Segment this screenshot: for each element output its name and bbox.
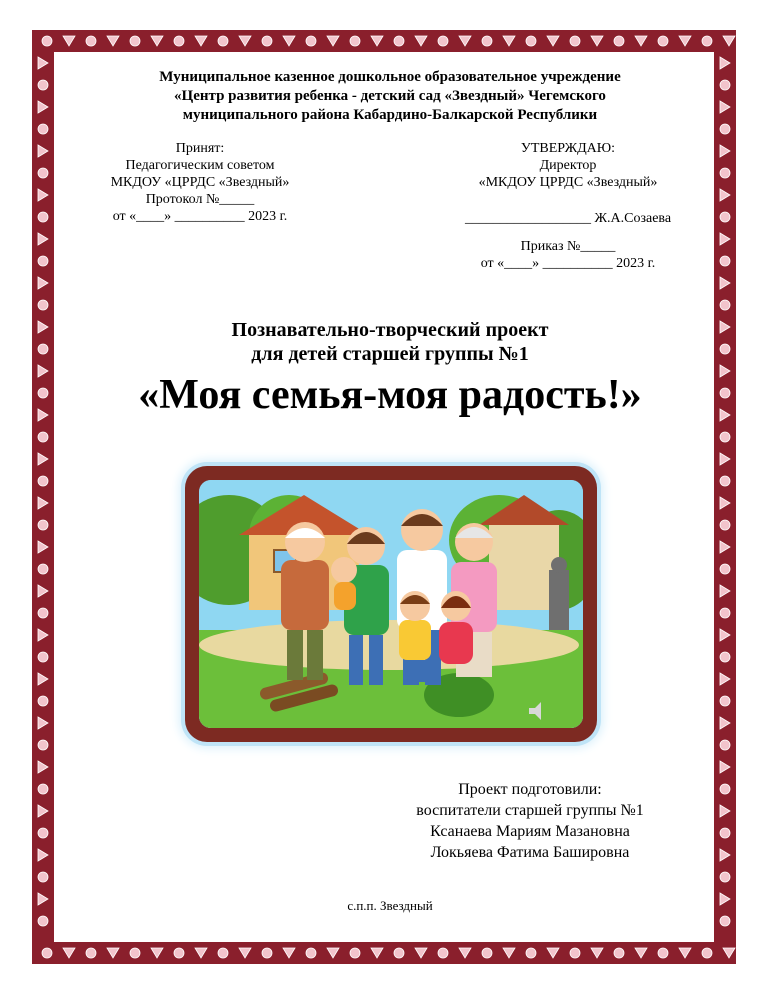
accepted-block bbox=[80, 140, 320, 225]
frame-flower-icon bbox=[658, 948, 668, 958]
frame-flower-icon bbox=[262, 36, 272, 46]
frame-flower-icon bbox=[614, 948, 624, 958]
frame-flower-icon bbox=[720, 740, 730, 750]
frame-flower-icon bbox=[438, 36, 448, 46]
frame-flower-icon bbox=[38, 432, 48, 442]
frame-flower-icon bbox=[702, 36, 712, 46]
frame-flower-icon bbox=[438, 948, 448, 958]
frame-flower-icon bbox=[720, 784, 730, 794]
authors-label: Проект подготовили: bbox=[458, 781, 602, 798]
frame-flower-icon bbox=[130, 948, 140, 958]
frame-flower-icon bbox=[42, 36, 52, 46]
header-line-2: «Центр развития ребенка - детский сад «Звездный» Чегемского bbox=[174, 88, 606, 104]
frame-flower-icon bbox=[38, 784, 48, 794]
organization-header bbox=[80, 68, 700, 125]
family-illustration bbox=[185, 466, 597, 742]
frame-flower-icon bbox=[526, 948, 536, 958]
frame-flower-icon bbox=[38, 344, 48, 354]
frame-flower-icon bbox=[174, 36, 184, 46]
subtitle-line-2: для детей старшей группы №1 bbox=[251, 343, 529, 365]
frame-flower-icon bbox=[350, 948, 360, 958]
frame-flower-icon bbox=[38, 388, 48, 398]
frame-flower-icon bbox=[720, 344, 730, 354]
frame-flower-icon bbox=[720, 828, 730, 838]
frame-flower-icon bbox=[38, 300, 48, 310]
frame-flower-icon bbox=[218, 948, 228, 958]
accepted-label: Принят: bbox=[175, 141, 225, 156]
project-subtitle bbox=[90, 318, 690, 366]
place-name: с.п.п. Звездный bbox=[347, 898, 433, 913]
frame-flower-icon bbox=[42, 948, 52, 958]
frame-flower-icon bbox=[38, 608, 48, 618]
family-scene bbox=[199, 480, 583, 728]
author-1: Ксанаева Мариям Мазановна bbox=[430, 823, 630, 840]
frame-flower-icon bbox=[526, 36, 536, 46]
approved-signature: __________________ Ж.А.Созаева bbox=[464, 211, 672, 226]
frame-flower-icon bbox=[720, 476, 730, 486]
frame-flower-icon bbox=[262, 948, 272, 958]
frame-flower-icon bbox=[720, 432, 730, 442]
accepted-org: МКДОУ «ЦРРДС «Звездный» bbox=[110, 175, 290, 190]
order-number: Приказ №_____ bbox=[520, 239, 616, 254]
frame-flower-icon bbox=[86, 36, 96, 46]
frame-flower-icon bbox=[38, 476, 48, 486]
frame-flower-icon bbox=[570, 948, 580, 958]
frame-flower-icon bbox=[720, 916, 730, 926]
frame-flower-icon bbox=[38, 520, 48, 530]
frame-flower-icon bbox=[38, 256, 48, 266]
order-block bbox=[448, 238, 688, 272]
family-cartoon-icon bbox=[199, 480, 583, 728]
frame-flower-icon bbox=[570, 36, 580, 46]
frame-flower-icon bbox=[38, 564, 48, 574]
frame-flower-icon bbox=[394, 36, 404, 46]
author-2: Локьяева Фатима Башировна bbox=[430, 844, 630, 861]
frame-flower-icon bbox=[720, 696, 730, 706]
frame-flower-icon bbox=[38, 212, 48, 222]
frame-flower-icon bbox=[38, 696, 48, 706]
frame-flower-icon bbox=[38, 168, 48, 178]
frame-flower-icon bbox=[720, 80, 730, 90]
frame-flower-icon bbox=[720, 256, 730, 266]
approved-label: УТВЕРЖДАЮ: bbox=[520, 141, 616, 156]
frame-flower-icon bbox=[720, 520, 730, 530]
frame-flower-icon bbox=[38, 872, 48, 882]
frame-flower-icon bbox=[394, 948, 404, 958]
frame-flower-icon bbox=[658, 36, 668, 46]
frame-flower-icon bbox=[38, 916, 48, 926]
frame-flower-icon bbox=[614, 36, 624, 46]
subtitle-line-1: Познавательно-творческий проект bbox=[231, 319, 549, 341]
header-line-3: муниципального района Кабардино-Балкарской Республики bbox=[182, 107, 598, 123]
authors-position: воспитатели старшей группы №1 bbox=[416, 802, 644, 819]
approved-org: «МКДОУ ЦРРДС «Звездный» bbox=[478, 175, 658, 190]
frame-flower-icon bbox=[720, 212, 730, 222]
header-line-1: Муниципальное казенное дошкольное образовательное учреждение bbox=[159, 69, 621, 85]
frame-flower-icon bbox=[482, 948, 492, 958]
frame-flower-icon bbox=[482, 36, 492, 46]
authors-block bbox=[370, 779, 690, 863]
frame-flower-icon bbox=[38, 124, 48, 134]
frame-flower-icon bbox=[350, 36, 360, 46]
frame-flower-icon bbox=[720, 608, 730, 618]
frame-flower-icon bbox=[720, 124, 730, 134]
frame-flower-icon bbox=[720, 388, 730, 398]
frame-flower-icon bbox=[720, 652, 730, 662]
frame-flower-icon bbox=[38, 740, 48, 750]
frame-flower-icon bbox=[306, 36, 316, 46]
accepted-council: Педагогическим советом bbox=[125, 158, 275, 173]
frame-flower-icon bbox=[720, 168, 730, 178]
frame-flower-icon bbox=[702, 948, 712, 958]
frame-flower-icon bbox=[306, 948, 316, 958]
frame-flower-icon bbox=[720, 300, 730, 310]
accepted-date: от «____» __________ 2023 г. bbox=[112, 209, 288, 224]
frame-flower-icon bbox=[720, 564, 730, 574]
approved-block bbox=[448, 140, 688, 227]
frame-flower-icon bbox=[38, 80, 48, 90]
frame-flower-icon bbox=[130, 36, 140, 46]
approved-position: Директор bbox=[539, 158, 597, 173]
frame-flower-icon bbox=[38, 828, 48, 838]
frame-flower-icon bbox=[86, 948, 96, 958]
order-date: от «____» __________ 2023 г. bbox=[480, 256, 656, 271]
accepted-protocol: Протокол №_____ bbox=[145, 192, 255, 207]
frame-flower-icon bbox=[38, 652, 48, 662]
project-title: «Моя семья-моя радость!» bbox=[138, 372, 642, 418]
frame-flower-icon bbox=[174, 948, 184, 958]
frame-flower-icon bbox=[720, 872, 730, 882]
frame-flower-icon bbox=[218, 36, 228, 46]
